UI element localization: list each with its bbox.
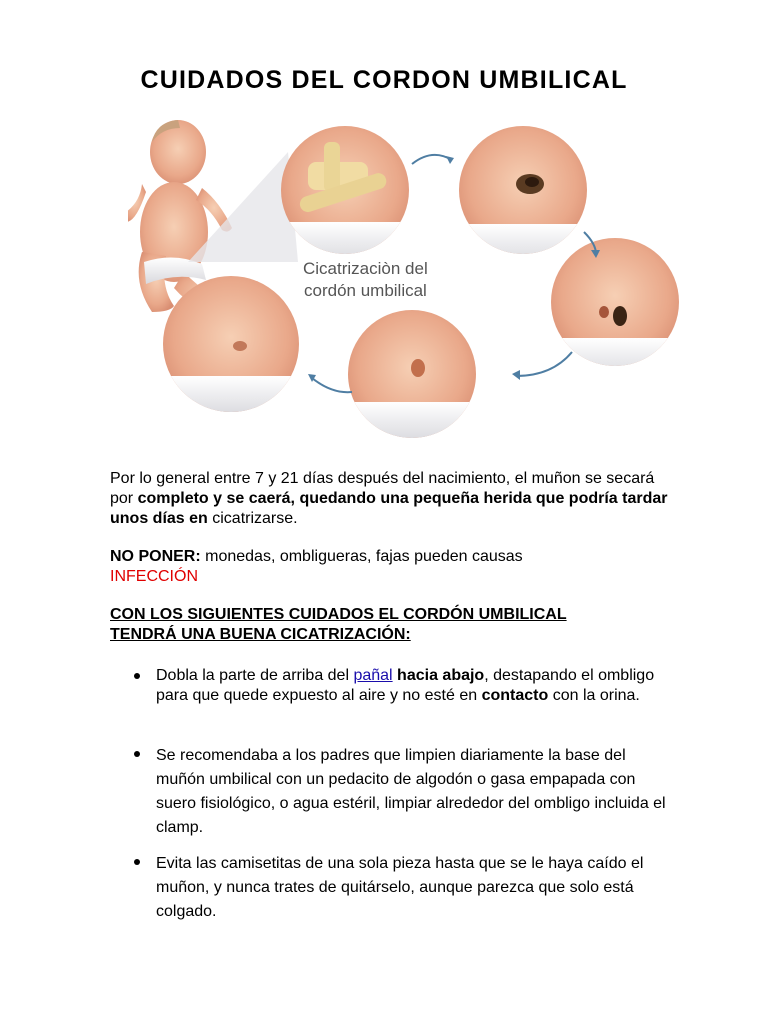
bullet-dot bbox=[134, 751, 140, 757]
diaper-link[interactable]: pañal bbox=[353, 667, 393, 684]
bullet-dot bbox=[134, 859, 140, 865]
care-heading: CON LOS SIGUIENTES CUIDADOS EL CORDÓN UMBILICAL TENDRÁ UNA BUENA CICATRIZACIÓN: bbox=[110, 606, 567, 643]
stage-5-healed-navel bbox=[162, 276, 302, 416]
illustration-caption-line-1: Cicatrizaciòn del bbox=[303, 259, 428, 278]
stage-2-dry-stump bbox=[458, 126, 588, 264]
stage-4-healing-navel bbox=[346, 310, 481, 442]
bullet-dot bbox=[134, 673, 140, 679]
intro-paragraph: Por lo general entre 7 y 21 días después del nacimiento, el muñon se secará por completo y se caerá, quedando una pequeña herida que podría tardar unos días en cicatrizarse. bbox=[110, 470, 668, 527]
warning-paragraph: NO PONER: monedas, ombligueras, fajas pueden causas INFECCIÓN bbox=[110, 548, 523, 585]
infection-alert: INFECCIÓN bbox=[110, 568, 198, 585]
stage-1-clamp bbox=[278, 126, 418, 262]
illustration-caption-line-2: cordón umbilical bbox=[304, 281, 427, 300]
page-title: CUIDADOS DEL CORDON UMBILICAL bbox=[140, 66, 628, 94]
cord-healing-illustration bbox=[128, 112, 683, 452]
warning-label: NO PONER: bbox=[110, 548, 201, 565]
